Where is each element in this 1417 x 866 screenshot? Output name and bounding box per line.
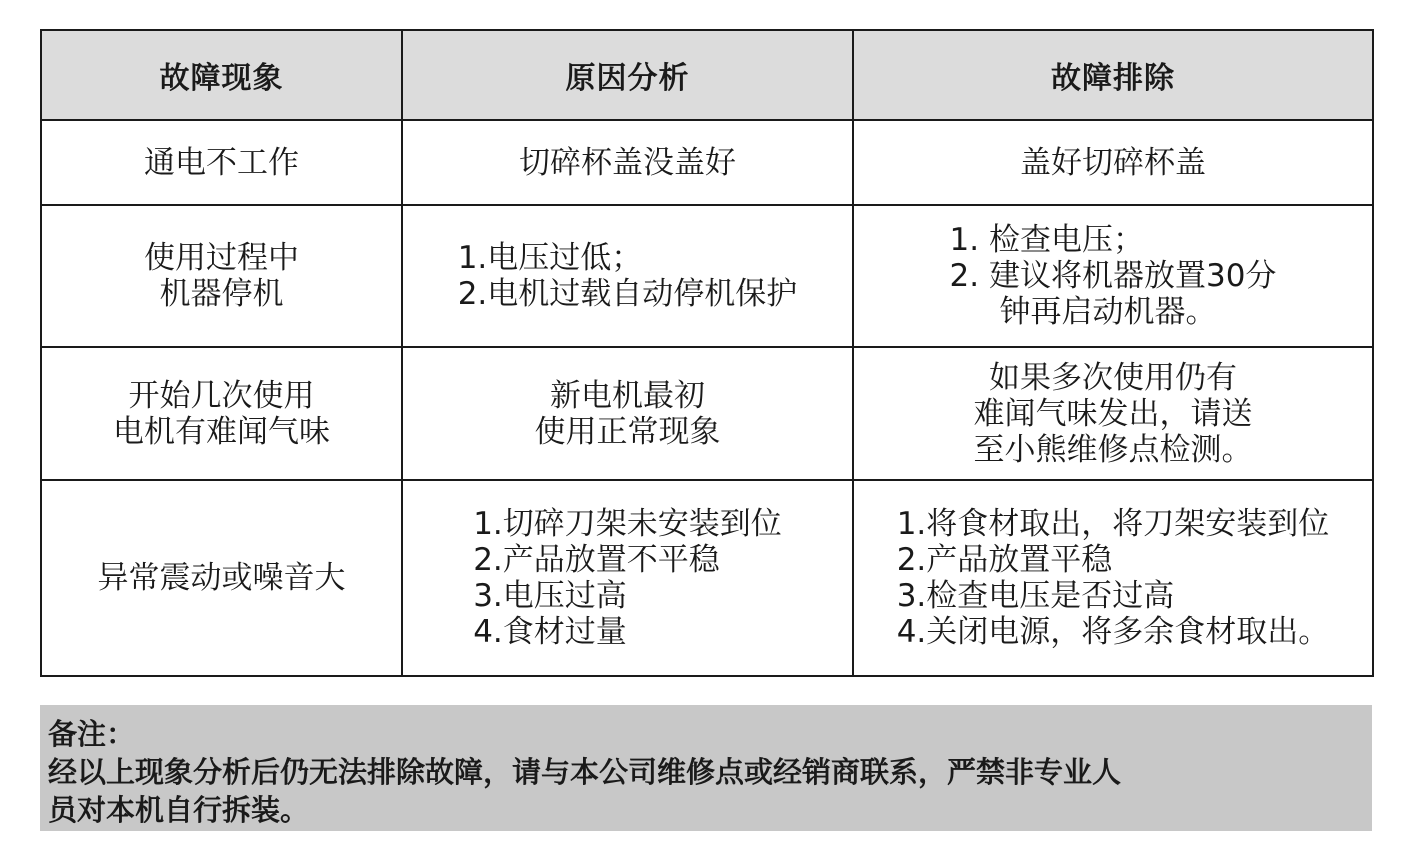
solution-text: 4.关闭电源，将多余食材取出。 <box>896 614 1330 650</box>
symptom-cell <box>41 347 402 480</box>
symptom-cell <box>41 120 402 205</box>
symptom-text: 异常震动或噪音大 <box>97 560 346 596</box>
solution-text: 如果多次使用仍有 <box>989 359 1237 396</box>
cause-text: 4.食材过量 <box>473 614 627 650</box>
solution-text: 3.检查电压是否过高 <box>896 578 1175 614</box>
table-header-row <box>41 30 1373 120</box>
symptom-cell <box>41 480 402 676</box>
solution-cell <box>853 347 1373 480</box>
cause-text: 新电机最初 <box>550 377 705 414</box>
solution-text: 难闻气味发出，请送 <box>973 395 1253 432</box>
solution-text: 盖好切碎杯盖 <box>1020 144 1206 181</box>
note-box <box>40 705 1372 831</box>
solution-text: 1. 检查电压； <box>949 222 1144 258</box>
note-text: 员对本机自行拆装。 <box>48 793 310 827</box>
solution-cell <box>853 205 1373 347</box>
solution-text: 1.将食材取出，将刀架安装到位 <box>896 506 1330 542</box>
cause-cell <box>402 347 853 480</box>
troubleshooting-table <box>40 29 1374 677</box>
symptom-text: 开始几次使用 <box>128 377 315 414</box>
cause-text: 使用正常现象 <box>534 413 721 450</box>
cause-text: 切碎杯盖没盖好 <box>519 144 736 181</box>
symptom-cell <box>41 205 402 347</box>
solution-text: 至小熊维修点检测。 <box>973 431 1253 468</box>
header-solution: 故障排除 <box>853 30 1373 120</box>
cause-cell <box>402 205 853 347</box>
solution-cell <box>853 120 1373 205</box>
cause-text: 2.电机过载自动停机保护 <box>457 276 798 312</box>
cause-text: 1.电压过低； <box>457 240 643 276</box>
solution-text: 钟再启动机器。 <box>999 294 1217 330</box>
cause-text: 2.产品放置不平稳 <box>473 542 720 578</box>
header-symptom: 故障现象 <box>41 30 402 120</box>
header-cause: 原因分析 <box>402 30 853 120</box>
table-row <box>41 120 1373 205</box>
cause-cell <box>402 480 853 676</box>
cause-text: 1.切碎刀架未安装到位 <box>473 506 782 542</box>
solution-cell <box>853 480 1373 676</box>
symptom-text: 通电不工作 <box>144 144 299 181</box>
symptom-text: 使用过程中 <box>144 240 299 276</box>
symptom-text: 电机有难闻气味 <box>113 413 330 450</box>
solution-text: 2. 建议将机器放置30分 <box>949 258 1277 294</box>
table-row <box>41 480 1373 676</box>
note-title: 备注： <box>48 717 136 751</box>
note-text: 经以上现象分析后仍无法排除故障，请与本公司维修点或经销商联系，严禁非专业人 <box>48 755 1122 789</box>
cause-text: 3.电压过高 <box>473 578 627 614</box>
cause-cell <box>402 120 853 205</box>
table-row <box>41 205 1373 347</box>
symptom-text: 机器停机 <box>159 276 284 312</box>
solution-text: 2.产品放置平稳 <box>896 542 1113 578</box>
table-row <box>41 347 1373 480</box>
